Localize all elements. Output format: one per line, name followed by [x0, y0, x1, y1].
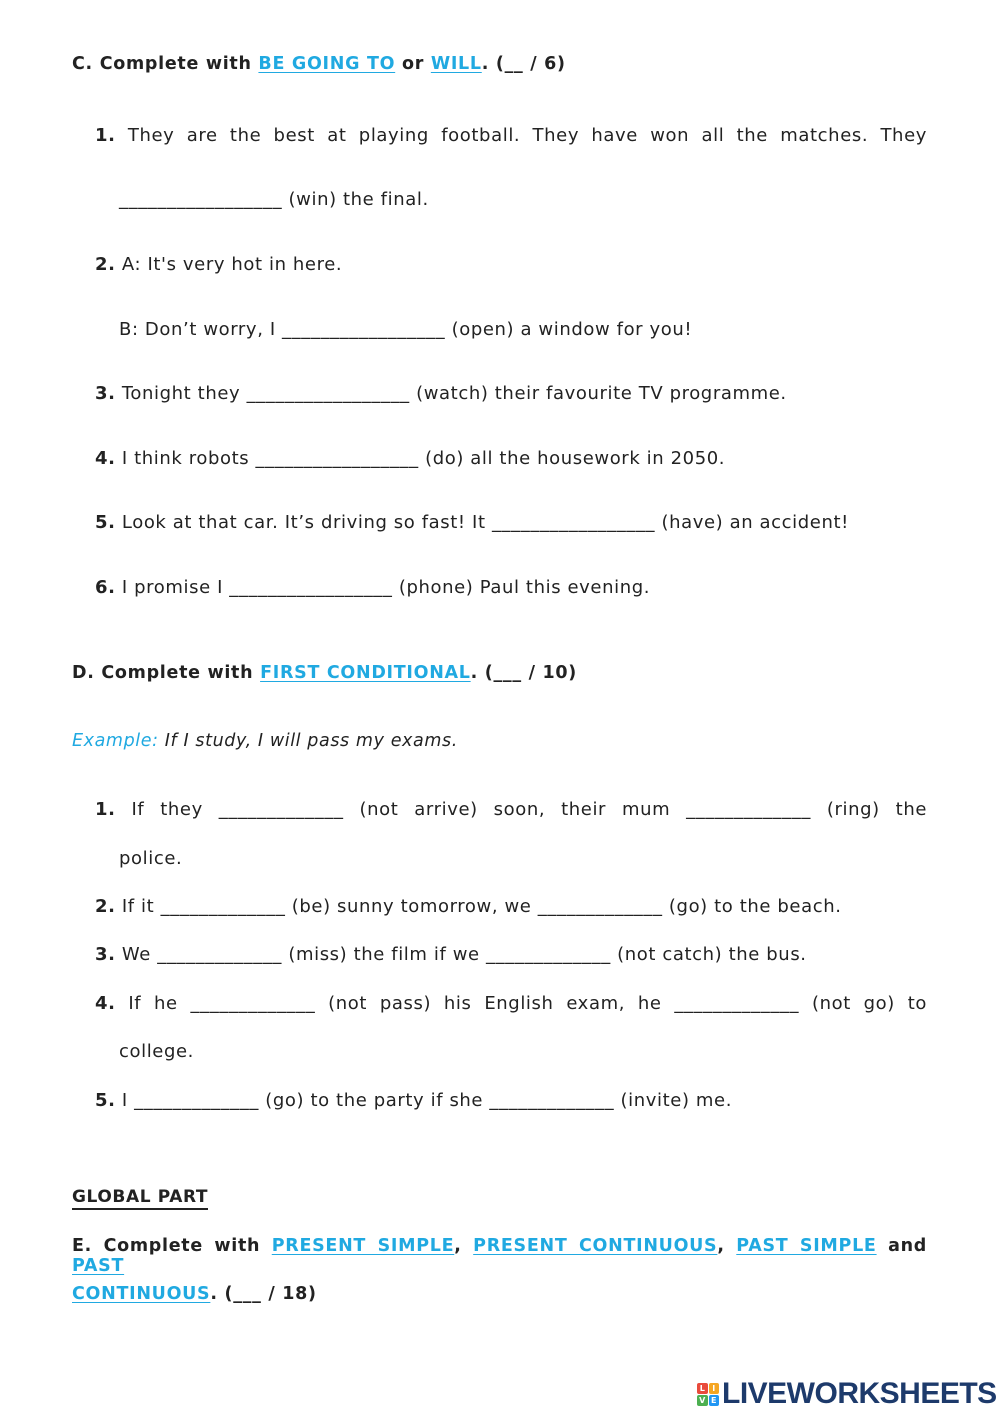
d-item-4-cont: college. — [119, 1041, 195, 1062]
keyword-past-simple[interactable]: PAST SIMPLE — [736, 1236, 877, 1256]
keyword-past-continuous[interactable]: PAST — [72, 1256, 125, 1276]
c-item-4[interactable] — [95, 448, 725, 469]
item-number: 1. — [95, 125, 116, 146]
c-item-1-cont[interactable]: _________________ (win) the final. — [119, 189, 429, 210]
instruction-text: Complete with — [103, 1236, 261, 1256]
item-number: 4. — [95, 993, 116, 1014]
item-number: 6. — [95, 577, 116, 598]
global-part-heading: GLOBAL PART — [72, 1187, 208, 1210]
item-text: I promise I _________________ (phone) Paul this evening. — [121, 577, 651, 598]
item-number: 4. — [95, 448, 116, 469]
section-d-heading — [72, 663, 577, 683]
section-letter: D. — [72, 663, 95, 683]
c-item-2-cont[interactable]: B: Don’t worry, I _________________ (open) a window for you! — [119, 319, 693, 340]
item-number: 5. — [95, 512, 116, 533]
comma: , — [717, 1236, 725, 1256]
score-d: . (___ / 10) — [470, 663, 577, 683]
or-text: or — [401, 54, 425, 74]
score-c: . (__ / 6) — [481, 54, 566, 74]
d-item-4[interactable] — [95, 993, 927, 1014]
d-item-1-cont: police. — [119, 848, 183, 869]
keyword-be-going-to[interactable]: BE GOING TO — [258, 54, 396, 74]
section-e-heading-cont — [72, 1284, 317, 1304]
logo-icon: L I V E — [697, 1383, 719, 1405]
item-number: 5. — [95, 1090, 116, 1111]
keyword-past-continuous-cont[interactable]: CONTINUOUS — [72, 1284, 211, 1304]
section-e-heading — [72, 1236, 927, 1276]
item-text: They are the best at playing football. They have won all the matches. They — [127, 125, 927, 146]
item-text: Tonight they _________________ (watch) their favourite TV programme. — [121, 383, 787, 404]
item-text: Look at that car. It’s driving so fast! It _________________ (have) an accident! — [121, 512, 849, 533]
item-number: 1. — [95, 799, 116, 820]
item-number: 3. — [95, 944, 116, 965]
d-item-2[interactable] — [95, 896, 842, 917]
liveworksheets-logo[interactable] — [697, 1376, 997, 1412]
item-text: If he _____________ (not pass) his English exam, he _____________ (not go) to — [128, 993, 928, 1014]
item-text: I _____________ (go) to the party if she _____________ (invite) me. — [121, 1090, 733, 1111]
item-text: I think robots _________________ (do) all the housework in 2050. — [121, 448, 726, 469]
section-letter: E. — [72, 1236, 93, 1256]
example-line — [72, 731, 458, 751]
keyword-will[interactable]: WILL — [430, 54, 482, 74]
item-text: If they _____________ (not arrive) soon, their mum _____________ (ring) the — [131, 799, 927, 820]
instruction-text: Complete with — [99, 54, 252, 74]
c-item-2 — [95, 254, 342, 275]
example-label: Example: — [72, 731, 159, 751]
example-text: If I study, I will pass my exams. — [164, 731, 458, 751]
d-item-3[interactable] — [95, 944, 807, 965]
keyword-present-continuous[interactable]: PRESENT CONTINUOUS — [473, 1236, 718, 1256]
item-number: 2. — [95, 896, 116, 917]
c-item-3[interactable] — [95, 383, 787, 404]
item-text: If it _____________ (be) sunny tomorrow, we _____________ (go) to the beach. — [121, 896, 842, 917]
c-item-1 — [95, 125, 927, 146]
item-text: A: It's very hot in here. — [121, 254, 343, 275]
keyword-first-conditional[interactable]: FIRST CONDITIONAL — [260, 663, 471, 683]
instruction-text: Complete with — [101, 663, 254, 683]
section-letter: C. — [72, 54, 93, 74]
keyword-present-simple[interactable]: PRESENT SIMPLE — [271, 1236, 455, 1256]
comma: , — [454, 1236, 462, 1256]
brand-name: LIVEWORKSHEETS — [722, 1377, 997, 1410]
c-item-5[interactable] — [95, 512, 849, 533]
d-item-5[interactable] — [95, 1090, 732, 1111]
section-c-heading — [72, 54, 566, 74]
score-e: . (___ / 18) — [210, 1284, 317, 1304]
item-number: 3. — [95, 383, 116, 404]
and-text: and — [888, 1236, 928, 1256]
c-item-6[interactable] — [95, 577, 650, 598]
item-number: 2. — [95, 254, 116, 275]
d-item-1[interactable] — [95, 799, 927, 820]
item-text: We _____________ (miss) the film if we _____________ (not catch) the bus. — [121, 944, 807, 965]
